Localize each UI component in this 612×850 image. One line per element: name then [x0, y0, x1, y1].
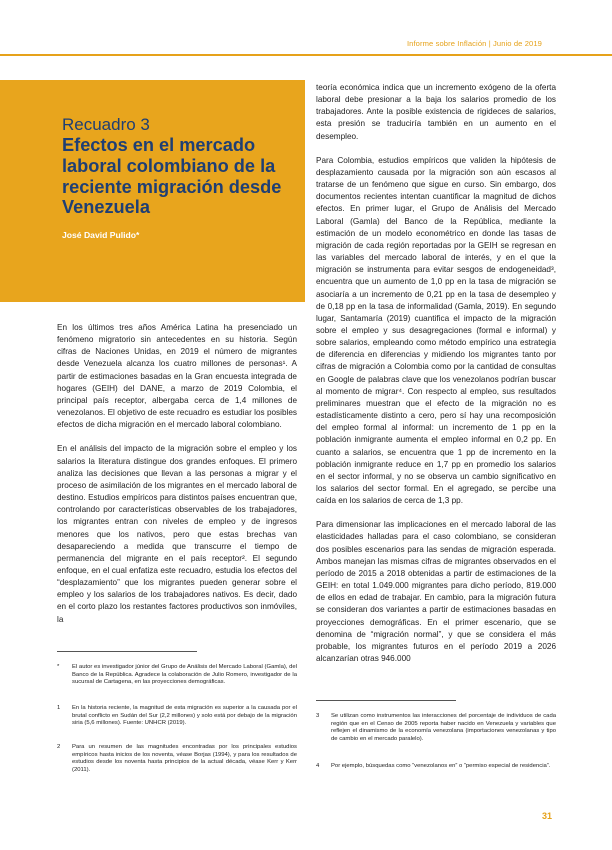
footnote-3: [316, 713, 556, 743]
footnote-text: El autor es investigador júnior del Grupo de Análisis del Mercado Laboral (Gamla), del Banco de la República. Agradece la colaboración de Julio Romero, investigador de la sucursal de Cartagena, en las proyecciones demográficas.: [72, 664, 297, 686]
footnote-text: Se utilizan como instrumentos las interacciones del porcentaje de individuos de cada región que en el Censo de 2005 reporta haber nacido en Venezuela y variables que reflejen el dinamismo de la economía venezolana (importaciones venezolanas y tipo de cambio en el mercado paralelo).: [331, 713, 556, 742]
right-paragraph-2: Para Colombia, estudios empíricos que validen la hipótesis de desplazamiento causada por la migración son aún escasos al tratarse de un fenómeno que sigue en curso. Sin embargo, dos documentos recientes intentan cuantificar la magnitud de dichos efectos. En primer lugar, el Grupo de Análisis del Mercado Laboral (Gamla) del Banco de la República, mediante la estimación de un modelo econométrico en donde las tasas de migración de cada región reportadas por la GEIH se regresan en las variables del mercado laboral de interés, y en el que la migración se instrumenta para evitar sesgos de endogeneidad³, encuentra que un aumento de 1,0 pp en la tasa de migración se asociaría a un incremento de 0,21 pp en la tasa de desempleo y de 0,18 pp en la tasa de informalidad (Gamla, 2019). En segundo lugar, Santamaría (2019) cuantifica el impacto de la migración sobre el empleo y sus desagregaciones (formal e informal) y sobre salarios, empleando como método empírico una estrategia de diferencia en diferencias y midiendo los migrantes tanto por cifras de migración a Colombia como por la cantidad de consultas en Google de palabras clave que los venezolanos podrían buscar al momento de migrar⁴. Con respecto al empleo, sus resultados preliminares muestran que el efecto de la migración no es estadísticamente distinto a cero, pero sí hay una recomposición del empleo formal al informal: un incremento de 1 pp en la población inmigrante aumenta el empleo informal en 0,2 pp. En cuanto a salarios, se encuentra que 1 pp de incremento en la población inmigrante reduce en 1,7 pp en promedio los salarios en el sector informal, y no se observa un cambio significativo en los salarios del sector formal. En el agregado, se percibe una caída en los salarios de cerca de 1,3 pp.: [316, 155, 556, 506]
footnote-text: En la historia reciente, la magnitud de esta migración es superior a la causada por el brutal conflicto en Sudán del Sur (2,2 millones) y solo está por debajo de la migración siria (5,6 millones). Fuente: UNHCR (2019).: [72, 705, 297, 727]
box-title: Efectos en el mercado laboral colombiano de la reciente migración desde Venezuela: [62, 134, 282, 218]
footnote-4: [316, 763, 556, 771]
running-header: Informe sobre Inflación | Junio de 2019: [406, 39, 542, 48]
box-number: Recuadro 3: [62, 115, 150, 134]
footnote-star: [57, 664, 297, 687]
footnote-mark: *: [57, 664, 60, 670]
right-column: [316, 82, 556, 677]
footnote-mark: 1: [57, 705, 61, 711]
left-paragraph-1: En los últimos tres años América Latina ha presenciado un fenómeno migratorio sin antecedentes en su historia. Según cifras de Naciones Unidas, en 2019 el número de migrantes desde Venezuela alcanza los cuatro millones de personas¹. A partir de estimaciones basadas en la Gran encuesta integrada de hogares (GEIH) del DANE, a marzo de 2019 Colombia, el principal país receptor, albergaba cerca de 1,4 millones de venezolanos. El objetivo de este recuadro es estudiar los posibles efectos de dicha migración en el mercado laboral colombiano.: [57, 323, 297, 430]
footnote-separator-right: [316, 700, 456, 701]
left-column: [57, 322, 297, 638]
footnote-1: [57, 705, 297, 728]
right-paragraph-3: Para dimensionar las implicaciones en el mercado laboral de las elasticidades halladas para el caso colombiano, se consideran dos posibles escenarios para las sendas de migración esperada. Ambos manejan las mismas cifras de migrantes observados en el período de 2015 a 2018 obtenidas a partir de estimaciones de la GEIH: en total 1.049.000 migrantes para dicho período, 819.000 de ellos en edad de trabajar. En cambio, para la migración futura se consideran dos variantes a partir de estimaciones basadas en proyecciones demográficas. En el primer escenario, que se denomina de “migración normal”, y que se considera el más probable, los migrantes futuros en el período 2019 a 2026 alcanzarían otras 946.000: [316, 520, 556, 664]
box-title-block: [62, 116, 292, 240]
page-number: 31: [541, 811, 552, 821]
footnote-mark: 4: [316, 763, 320, 769]
header-rule: [0, 54, 612, 56]
footnote-text: Para un resumen de las magnitudes encontradas por los principales estudios empíricos hasta inicios de los noventa, véase Borjas (1994), y para los resultados de estudios desde los noventa hasta principios de la actual década, véase Kerr y Kerr (2011).: [72, 744, 297, 773]
right-paragraph-1: teoría económica indica que un incremento exógeno de la oferta laboral debe presionar a la baja los salarios promedio de los trabajadores. Ante la posible existencia de rigideces de salarios, esta presión se traduciría también en un aumento en el desempleo.: [316, 83, 556, 141]
footnote-2: [57, 744, 297, 774]
author-name: José David Pulido*: [62, 230, 140, 241]
box-title-panel: [0, 80, 305, 302]
footnote-separator-left: [57, 651, 197, 652]
footnote-text: Por ejemplo, búsquedas como “venezolanos en” o “permiso especial de residencia”.: [331, 763, 551, 769]
footnote-mark: 3: [316, 713, 320, 719]
left-paragraph-2: En el análisis del impacto de la migración sobre el empleo y los salarios la literatura distingue dos grandes enfoques. El primero analiza las decisiones que llevan a las personas a migrar y el proceso de asimilación de los migrantes en el mercado laboral de destino. Estudios empíricos para distintos países encuentran que, controlando por características observables de los trabajadores, los migrantes entran con niveles de empleo y de ingresos menores que los nativos, pero que estas brechas van desapareciendo a medida que transcurre el tiempo de permanencia del migrante en el país receptor². El segundo enfoque, en el cual enfatiza este recuadro, estudia los efectos del “desplazamiento” que los migrantes pueden generar sobre el empleo y los salarios de los trabajadores nativos. Es decir, dado en el corto plazo los restantes factores productivos son inmóviles, la: [57, 444, 297, 624]
footnote-mark: 2: [57, 744, 61, 750]
